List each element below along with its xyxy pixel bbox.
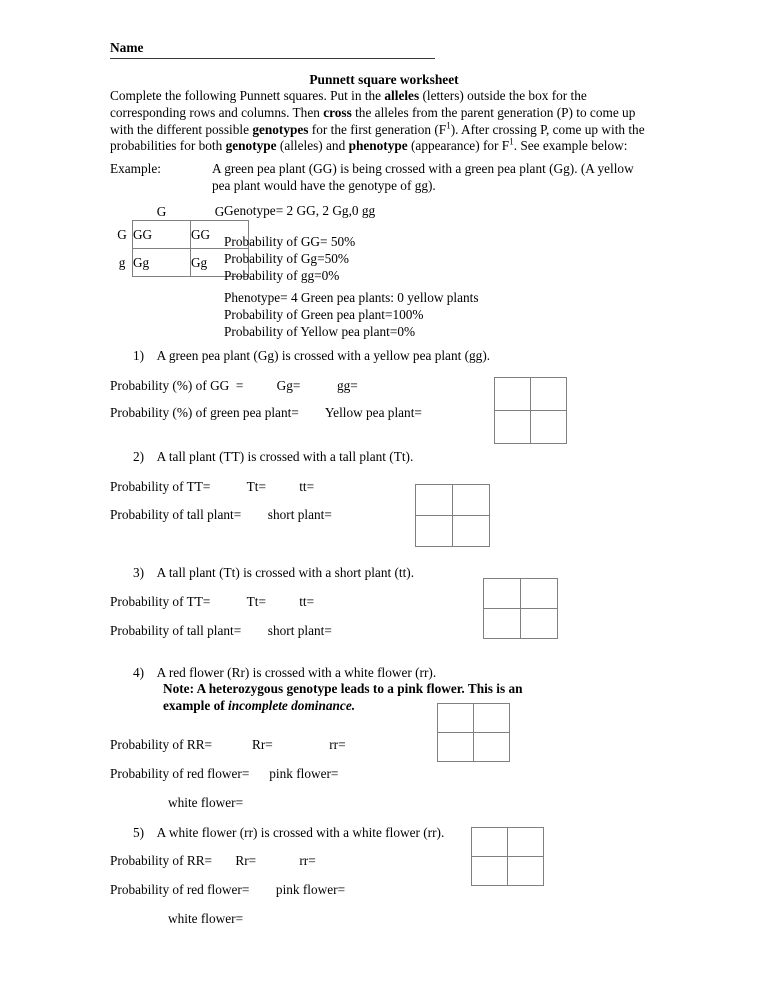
punnett-cell-empty[interactable]: [531, 378, 567, 411]
punnett-cell-empty[interactable]: [521, 579, 558, 609]
example-genotype-probabilities: [224, 234, 355, 285]
punnett-column-header: G: [156, 203, 167, 219]
question-text: A tall plant (Tt) is crossed with a short plant (tt).: [156, 565, 415, 580]
punnett-row-header: G: [117, 226, 127, 242]
punnett-cell-empty[interactable]: [416, 516, 453, 547]
page-title: Punnett square worksheet: [309, 72, 459, 87]
question-1-punnett-grid[interactable]: [494, 377, 567, 444]
punnett-cell: Gg: [133, 249, 191, 277]
probability-line: Probability of gg=0%: [224, 267, 340, 283]
punnett-cell-empty[interactable]: [453, 516, 490, 547]
punnett-cell: GG: [191, 221, 249, 249]
question-1-answer-line-1[interactable]: Probability (%) of GG = Gg= gg=: [110, 378, 358, 393]
question-3-answer-line-1[interactable]: Probability of TT= Tt= tt=: [110, 594, 315, 609]
question-1-prompt: [133, 348, 490, 364]
table-row: [438, 733, 510, 762]
phenotype-line: Probability of Yellow pea plant=0%: [224, 323, 416, 339]
question-number: 4): [133, 665, 145, 680]
question-4-answer-line-2[interactable]: Probability of red flower= pink flower=: [110, 766, 339, 781]
question-5-prompt: [133, 825, 444, 841]
punnett-cell-empty[interactable]: [508, 828, 544, 857]
example-label: Example:: [110, 161, 161, 176]
probability-line: Probability of GG= 50%: [224, 234, 356, 249]
punnett-row-header: g: [118, 254, 126, 270]
question-number: 1): [133, 348, 145, 363]
question-text: A green pea plant (Gg) is crossed with a yellow pea plant (gg).: [156, 348, 491, 363]
punnett-cell-empty[interactable]: [495, 378, 531, 411]
punnett-cell-empty[interactable]: [508, 857, 544, 886]
question-3-punnett-grid[interactable]: [483, 578, 558, 639]
table-row: [472, 828, 544, 857]
question-number: 2): [133, 449, 145, 464]
question-text: A red flower (Rr) is crossed with a white flower (rr).: [156, 665, 437, 680]
table-row: [484, 579, 558, 609]
punnett-cell-empty[interactable]: [484, 579, 521, 609]
punnett-cell-empty[interactable]: [416, 485, 453, 516]
table-row: [416, 485, 490, 516]
example-phenotype-summary: [224, 290, 479, 341]
name-field-line[interactable]: [110, 40, 435, 59]
phenotype-line: Probability of Green pea plant=100%: [224, 306, 424, 322]
intro-paragraph: Complete the following Punnett squares. Put in the alleles (letters) outside the box for the corresponding rows and columns. Then cross the alleles from the parent generation (P) to come up with the different possible genotypes for the first generation $(F^1)$. After crossing P, come up with the probabilities for both genotype (alleles) and phenotype (appearance) for $F^1$. See example below:: [110, 88, 645, 154]
question-number: 3): [133, 565, 145, 580]
punnett-corner-cell: [112, 203, 133, 221]
punnett-cell-empty[interactable]: [474, 704, 510, 733]
question-2-punnett-grid[interactable]: [415, 484, 490, 547]
punnett-cell: Gg: [191, 249, 249, 277]
question-5-answer-line-3[interactable]: white flower=: [168, 911, 244, 926]
question-4-punnett-grid[interactable]: [437, 703, 510, 762]
table-row: [484, 609, 558, 639]
phenotype-line: Phenotype= 4 Green pea plants: 0 yellow plants: [224, 290, 479, 305]
probability-line: Probability of Gg=50%: [224, 250, 349, 266]
question-2-answer-line-2[interactable]: Probability of tall plant= short plant=: [110, 507, 332, 522]
punnett-cell-empty[interactable]: [521, 609, 558, 639]
example-genotype-summary: Genotype= 2 GG, 2 Gg,0 gg: [224, 203, 376, 218]
punnett-cell-empty[interactable]: [474, 733, 510, 762]
question-4-note: Note: A heterozygous genotype leads to a pink flower. This is an example of incomplete dominance.: [163, 681, 523, 713]
question-5-answer-line-1[interactable]: Probability of RR= Rr= rr=: [110, 853, 316, 868]
question-2-prompt: [133, 449, 413, 465]
table-row: [472, 857, 544, 886]
question-4-answer-line-1[interactable]: Probability of RR= Rr= rr=: [110, 737, 346, 752]
question-1-answer-line-2[interactable]: Probability (%) of green pea plant= Yellow pea plant=: [110, 405, 422, 420]
question-4-answer-line-3[interactable]: white flower=: [168, 795, 244, 810]
question-text: A white flower (rr) is crossed with a white flower (rr).: [156, 825, 445, 840]
question-2-answer-line-1[interactable]: Probability of TT= Tt= tt=: [110, 479, 315, 494]
punnett-cell-empty[interactable]: [472, 828, 508, 857]
name-label: Name: [110, 40, 144, 55]
question-3-answer-line-2[interactable]: Probability of tall plant= short plant=: [110, 623, 332, 638]
punnett-cell-empty[interactable]: [472, 857, 508, 886]
table-row: [495, 411, 567, 444]
punnett-cell-empty[interactable]: [531, 411, 567, 444]
punnett-column-header: G: [214, 203, 225, 219]
punnett-cell-empty[interactable]: [453, 485, 490, 516]
question-3-prompt: [133, 565, 414, 581]
example-description: A green pea plant (GG) is being crossed with a green pea plant (Gg). (A yellow pea plant would have the genotype of gg).: [212, 161, 634, 193]
table-row: [495, 378, 567, 411]
table-row: [438, 704, 510, 733]
punnett-cell-empty[interactable]: [495, 411, 531, 444]
question-5-answer-line-2[interactable]: Probability of red flower= pink flower=: [110, 882, 346, 897]
table-row: [416, 516, 490, 547]
question-number: 5): [133, 825, 145, 840]
punnett-cell-empty[interactable]: [438, 704, 474, 733]
punnett-cell: GG: [133, 221, 191, 249]
punnett-cell-empty[interactable]: [484, 609, 521, 639]
question-5-punnett-grid[interactable]: [471, 827, 544, 886]
question-4-prompt: [133, 665, 436, 681]
punnett-cell-empty[interactable]: [438, 733, 474, 762]
question-text: A tall plant (TT) is crossed with a tall plant (Tt).: [156, 449, 414, 464]
